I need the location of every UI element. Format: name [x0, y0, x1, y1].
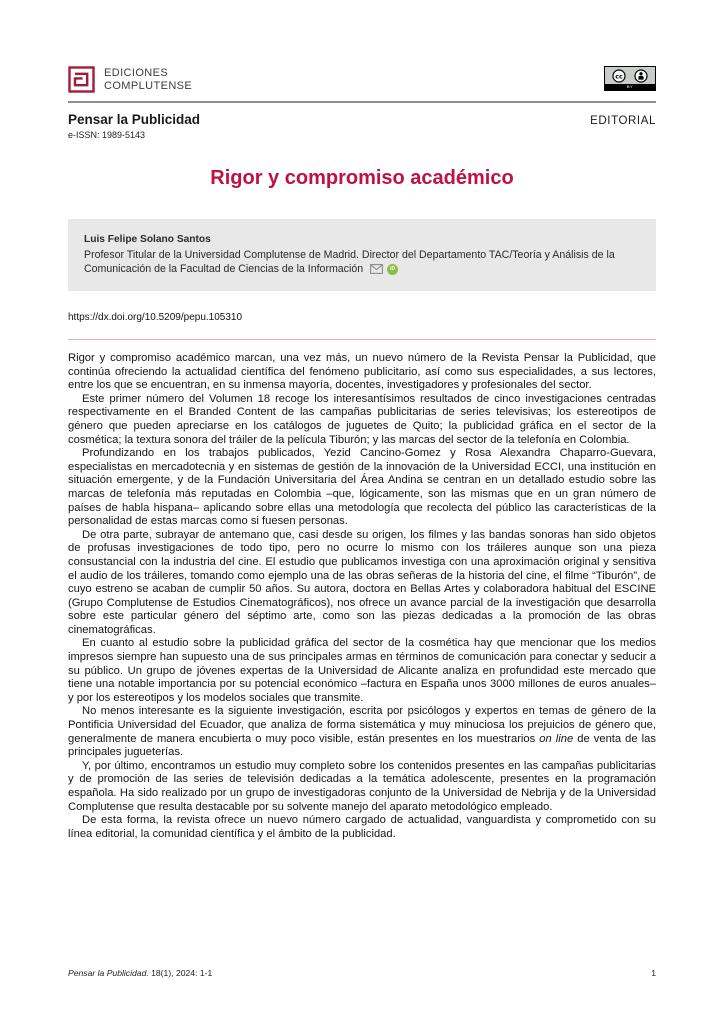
paragraph: Rigor y compromiso académico marcan, una vez más, un nuevo número de la Revista Pensar la Publicidad, que continúa ofreciendo la actualidad científica del fenómeno publicitario, así como sus especialidades, a sus lectores, entre los que se encuentran, en su inmensa mayoría, docentes, investigadores y profesionales del sector.: [68, 352, 656, 392]
author-contact-icons: [370, 264, 398, 275]
header-divider: [68, 101, 656, 103]
orcid-icon[interactable]: iD: [387, 264, 398, 275]
journal-row: [68, 112, 656, 127]
journal-title: Pensar la Publicidad: [68, 112, 201, 127]
cc-circle-icon: [612, 69, 626, 83]
publisher-name-line1: EDICIONES: [104, 66, 169, 79]
article-title: Rigor y compromiso académico: [210, 167, 514, 189]
paragraph: Profundizando en los trabajos publicados, Yezid Cancino-Gomez y Rosa Alexandra Chaparro-Guevara, especialistas en mercadotecnia y en sistemas de gestión de la innovación de la Universidad ECCI, una institución en situación emergente, y de la Fundación Universitaria del Área Andina se centran en un detallado estudio sobre las marcas de telefonía más reputadas en Colombia –que, lógicamente, son las mismas que en un gran número de países de habla hispana– aplicando sobre ellas una metodología que recolecta del público las características de la personalidad de estas marcas como si fuesen personas.: [68, 447, 656, 528]
cc-by-license-badge[interactable]: [604, 66, 656, 91]
footer-citation: [68, 968, 212, 978]
paragraph: En cuanto al estudio sobre la publicidad gráfica del sector de la cosmética hay que mencionar que los medios impresos siempre han supuesto una de sus principales armas en términos de comunicación para conectar y seducir a su público. Un grupo de jóvenes expertas de la Universidad de Alicante analiza en profundidad este mercado que tiene una notable importancia por su potencial económico –factura en España unos 3000 millones de euros anuales– y por los estereotipos y los modelos sociales que transmite.: [68, 637, 656, 704]
section-label: EDITORIAL: [590, 115, 656, 127]
author-affiliation: [84, 248, 640, 276]
ediciones-complutense-logo-icon: [68, 66, 95, 93]
cc-strip-label: BY: [605, 84, 655, 90]
footer-journal-name: Pensar la Publicidad.: [68, 968, 149, 978]
paragraph: De esta forma, la revista ofrece un nuevo número cargado de actualidad, vanguardista y comprometido con su línea editorial, la comunidad científica y el ámbito de la publicidad.: [68, 814, 656, 840]
svg-text:cc: cc: [615, 71, 624, 80]
email-icon[interactable]: [370, 264, 383, 274]
author-name: Luis Felipe Solano Santos: [84, 234, 211, 245]
journal-issn: e-ISSN: 1989-5143: [68, 130, 146, 140]
publisher-brand: [68, 66, 192, 93]
paragraph: Y, por último, encontramos un estudio muy completo sobre los contenidos presentes en las campañas publicitarias y de promoción de las series de televisión dedicadas a la temática adolescente, presentes en la programación española. Ha sido realizado por un grupo de investigadoras conjunto de la Universidad de Nebrija y de la Universidad Complutense que resulta destacable por su solvente manejo del aparato metodológico empleado.: [68, 759, 656, 813]
author-affiliation-text: Profesor Titular de la Universidad Complutense de Madrid. Director del Departamento TAC/Teoría y Análisis de la Comunicación de la Facultad de Ciencias de la Información: [84, 249, 615, 275]
footer-citation-detail: 18(1), 2024: 1-1: [148, 968, 213, 978]
footer-page-number: 1: [651, 968, 656, 978]
page-header: [68, 66, 656, 93]
cc-by-person-icon: [634, 69, 648, 83]
doi-divider: [68, 339, 656, 340]
doi-link[interactable]: https://dx.doi.org/10.5209/pepu.105310: [68, 312, 243, 323]
body-text: [68, 352, 656, 841]
cc-icons: [605, 67, 655, 84]
paragraph: Este primer número del Volumen 18 recoge los interesantísimos resultados de cinco investigaciones centradas respectivamente en el Branded Content de las campañas publicitarias de series televisivas; los estereotipos de género que pueden apreciarse en los catálogos de juguetes de Quito; la publicidad gráfica en el sector de la cosmética; la textura sonora del tráiler de la película Tiburón; y las marcas del sector de la telefonía en Colombia.: [68, 392, 656, 446]
page-footer: [68, 968, 656, 978]
publisher-name-line2: COMPLUTENSE: [104, 79, 193, 92]
paragraph: No menos interesante es la siguiente investigación, escrita por psicólogos y expertos en temas de género de la Pontificia Universidad del Ecuador, que analiza de forma sistemática y muy minuciosa los prejuicios de género que, generalmente de manera encubierta o muy poco visible, están presentes en los muestrarios on line de venta de las principales jugueterías.: [68, 705, 656, 759]
paragraph: De otra parte, subrayar de antemano que, casi desde su origen, los filmes y las bandas sonoras han sido objetos de profusas investigaciones de todo tipo, pero no ocurre lo mismo con los tráileres aunque son una pieza consustancial con la industria del cine. El estudio que publicamos investiga con una aproximación original y sensitiva el audio de los tráileres, tomando como ejemplo una de las obras señeras de la historia del cine, el filme “Tiburón”, de cuyo estreno se acaban de cumplir 50 años. Su autora, doctora en Bellas Artes y colaboradora habitual del ESCINE (Grupo Complutense de Estudios Cinematográficos), nos ofrece un avance parcial de la investigación que desarrolla sobre este particular género del séptimo arte, como son las piezas dedicadas a la promoción de las obras cinematográficas.: [68, 528, 656, 636]
publisher-name: [104, 67, 192, 93]
author-box: [68, 219, 656, 291]
